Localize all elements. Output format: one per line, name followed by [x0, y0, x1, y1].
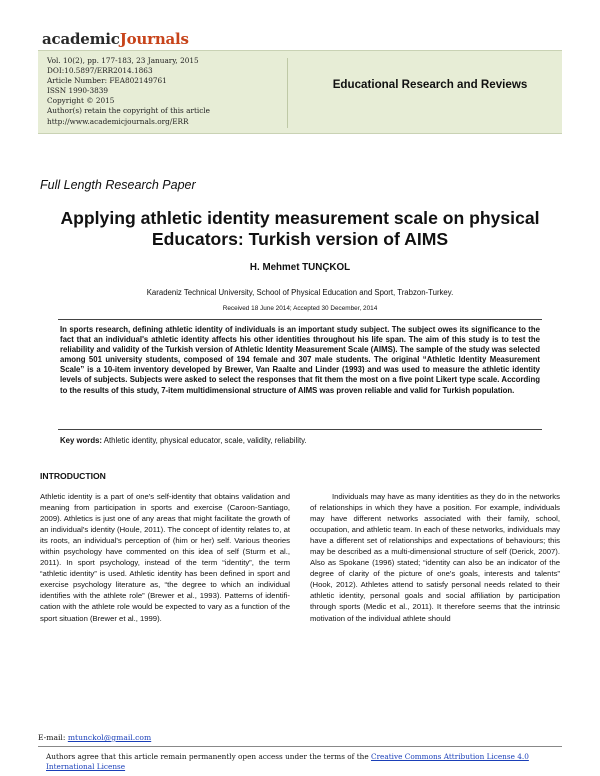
abstract-bottom-rule: [58, 429, 542, 430]
left-paragraph: Athletic identity is a part of one's self-identity that obtains validation and meaning from participation in sports and exercise (Caroon-Santiago, 2009). Athletics is just one of any areas that might facilitate the growth of an individual's identity (Houle, 2011). The concept of identity relates to, at its roots, an individual's perception of (him or her) self. Various theories within psychology have commented on this idea of self (Sturm et al., 2011). In sport psychology, instead of the term “identity”, the term “athletic identity” is used. Athletic identity has been defined in sport and exercise psychology literature as, “the degree to which an individual identifies with the athlete role” (Brewer et al., 1993). Patterns of identifi-cation with the athlete role would be expected to vary as a function of the sport situation (Brewer et al., 1999).: [40, 492, 290, 623]
publisher-logo: academicJournals: [42, 30, 189, 48]
license-link[interactable]: Creative Commons Attribution License 4.0 International License: [46, 752, 529, 771]
received-dates: Received 18 June 2014; Accepted 30 December, 2014: [222, 305, 378, 312]
article-metadata: [47, 56, 287, 127]
body-left-column: [40, 491, 290, 624]
keywords: [60, 436, 540, 445]
paper-type: Full Length Research Paper: [40, 178, 196, 192]
email-link[interactable]: mtunckol@gmail.com: [67, 733, 152, 742]
author-name: H. Mehmet TUNÇKOL: [249, 262, 351, 273]
meta-doi: DOI:10.5897/ERR2014.1863: [47, 66, 153, 76]
keywords-label: Key words:: [60, 436, 103, 445]
abstract: In sports research, defining athletic identity of individuals is an important study subject. The subject owes its significance to the fact that an individual's athletic identity affects his other identities throughout his life span. The aim of this study is to test the reliability and validity of the Turkish version of Athletic Identity Measurement Scale (AIMS). The sample of the study was selected among 501 university students, composed of 194 female and 307 male students. The original “Athletic Identity Measurement Scale” is a 10-item inventory developed by Brewer, Van Raalte and Linder (1993) and was used to measure the athletic identity levels of subjects. Subjects were asked to select the responses that fit them the most on a five point Likert type scale. According to the results of this study, 7-item multidimensional structure of AIMS was proven reliable and valid for Turkish population.: [60, 325, 540, 395]
meta-issn: ISSN 1990-3839: [47, 86, 109, 96]
meta-volume: Vol. 10(2), pp. 177-183, 23 January, 2015: [47, 56, 199, 65]
header-divider: [287, 58, 288, 128]
footer-rule: [38, 746, 562, 747]
author-affiliation: Karadeniz Technical University, School of Physical Education and Sport, Trabzon-Turkey.: [146, 288, 454, 297]
section-heading: INTRODUCTION: [40, 471, 106, 481]
journal-name: Educational Research and Reviews: [332, 78, 528, 91]
abstract-top-rule: [58, 319, 542, 320]
license-notice: [46, 752, 556, 772]
corresponding-email: [38, 733, 562, 742]
keywords-text: Athletic identity, physical educator, scale, validity, reliability.: [103, 436, 307, 445]
meta-url[interactable]: http://www.academicjournals.org/ERR: [47, 116, 189, 126]
body-right-column: [310, 491, 560, 624]
meta-rights: Author(s) retain the copyright of this article: [47, 106, 210, 116]
right-paragraph: Individuals may have as many identities as they do in the networks of relationships in which they have a position. For example, individuals may have different networks associated with their family, school, occupation, and athletic team. In each of these networks, individuals may have a different set of relationships and expectations of behaviours; this may be described as a multi-dimensional structure of self (Derick, 2007). Also as Spokane (1996) stated; “identity can also be an indicator of the degree of clarity of the picture of one's goals, interests and talents” (Hook, 2012). Athletes attend to satisfy personal needs related to their athletic identity, personal goals and social affiliation by participation through sports (Medic et al., 2011). It therefore seems that the intrinsic motivation of the individual athlete should: [310, 492, 560, 623]
meta-copyright: Copyright © 2015: [47, 96, 115, 106]
paper-title: Applying athletic identity measurement scale on physical Educators: Turkish version of AIMS: [60, 208, 540, 249]
meta-article-number: Article Number: FEA802149761: [47, 76, 167, 86]
email-label: E-mail:: [38, 733, 66, 742]
license-text: Authors agree that this article remain permanently open access under the terms of the: [46, 752, 369, 761]
